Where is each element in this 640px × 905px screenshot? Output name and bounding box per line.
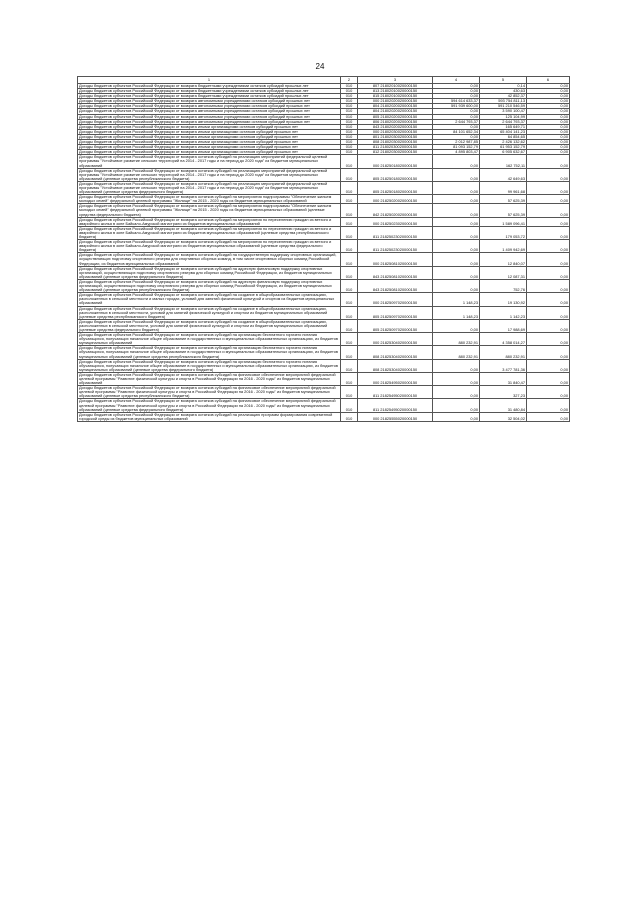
row-line-code: 010	[341, 412, 358, 421]
row-budget-code: 000 21825097020000150	[358, 293, 433, 306]
row-line-code: 010	[341, 140, 358, 145]
row-budget-code: 843 21825081020000150	[358, 279, 433, 292]
row-value-col4: 0,00	[433, 386, 480, 399]
row-value-col5: 1 409 942,69	[480, 240, 527, 253]
row-value-col6: 0,00	[527, 306, 570, 319]
row-value-col6: 0,00	[527, 253, 570, 266]
row-description: Доходы бюджетов субъектов Российской Федерации от возврата остатков субсидий на финансовое обеспечение мероприятий федеральной целевой программы "Развитие физической культуры и спорта в Российской Федерации на 2016 - 2020 годы" из бюджетов муниципальных образований	[78, 372, 341, 385]
row-value-col4: 0,00	[433, 372, 480, 385]
row-budget-code: 813 21802010020000150	[358, 89, 433, 94]
row-budget-code: 843 21802020020000150	[358, 124, 433, 129]
row-budget-code: 804 21802020020000150	[358, 104, 433, 109]
table-row	[78, 168, 570, 181]
row-budget-code: 000 21825081020000150	[358, 253, 433, 266]
row-value-col4: 0,00	[433, 266, 480, 279]
row-value-col5: 880 232,91	[480, 346, 527, 359]
row-description: Доходы бюджетов субъектов Российской Федерации от возврата остатков субсидий на мероприятия по переселению граждан из ветхого и аварийного жилья в зоне Байкало-Амурской магистрали из бюджетов муниципальных образований (целевые средства федерального бюджета)	[78, 240, 341, 253]
row-description: Доходы бюджетов субъектов Российской Федерации от возврата бюджетными учреждениями остатков субсидий прошлых лет	[78, 89, 341, 94]
row-value-col5: 179 053,72	[480, 226, 527, 239]
row-value-col6: 0,00	[527, 145, 570, 150]
row-description: Доходы бюджетов субъектов Российской Федерации от возврата иными организациями остатков субсидий прошлых лет	[78, 129, 341, 134]
table-header-row	[78, 77, 570, 84]
row-description: Доходы бюджетов субъектов Российской Федерации от возврата автономными учреждениями остатков субсидий прошлых лет	[78, 109, 341, 114]
row-description: Доходы бюджетов субъектов Российской Федерации от возврата иными организациями остатков субсидий прошлых лет	[78, 150, 341, 155]
row-budget-code: 804 21802020020000150	[358, 109, 433, 114]
row-line-code: 010	[341, 195, 358, 204]
row-value-col6: 0,00	[527, 181, 570, 194]
row-description: Доходы бюджетов субъектов Российской Федерации от возврата остатков субсидий на создание в общеобразовательных организациях, расположенных в сельской местности и малых городах, условий для занятий физической культурой и спортом из бюджетов муниципальных образований	[78, 293, 341, 306]
row-budget-code: 815 21802010020000150	[358, 94, 433, 99]
row-value-col5: 591 210 546,59	[480, 104, 527, 109]
table-row	[78, 346, 570, 359]
row-line-code: 010	[341, 346, 358, 359]
row-description: Доходы бюджетов субъектов Российской Федерации от возврата иными организациями остатков субсидий прошлых лет	[78, 140, 341, 145]
row-budget-code: 805 21802020020000150	[358, 114, 433, 119]
row-budget-code: 811 21802030020000150	[358, 145, 433, 150]
page-number: 24	[315, 62, 325, 71]
row-description: Доходы бюджетов субъектов Российской Федерации от возврата автономными учреждениями остатков субсидий прошлых лет	[78, 104, 341, 109]
row-line-code: 010	[341, 226, 358, 239]
row-line-code: 010	[341, 124, 358, 129]
row-line-code: 010	[341, 129, 358, 134]
row-line-code: 010	[341, 84, 358, 89]
row-value-col6: 0,00	[527, 293, 570, 306]
row-budget-code: 000 21825023020000150	[358, 217, 433, 226]
row-budget-code: 805 21825097020000150	[358, 306, 433, 319]
row-line-code: 010	[341, 279, 358, 292]
row-description: Доходы бюджетов субъектов Российской Федерации от возврата автономными учреждениями остатков субсидий прошлых лет	[78, 114, 341, 119]
row-value-col5: 61 953 152,79	[480, 145, 527, 150]
row-value-col5: 57 625,39	[480, 204, 527, 217]
row-budget-code: 805 21825018020000150	[358, 168, 433, 181]
row-value-col6: 0,00	[527, 319, 570, 332]
row-value-col4: 0,00	[433, 89, 480, 94]
row-value-col5: 327,23	[480, 386, 527, 399]
row-line-code: 010	[341, 109, 358, 114]
table-row	[78, 306, 570, 319]
row-description: Доходы бюджетов субъектов Российской Федерации от возврата остатков субсидий на мероприятия подпрограммы "Обеспечение жильем молодых семей" федеральной целевой программы "Жилище" на 2015 - 2020 годы из бюджетов муниципальных образований	[78, 195, 341, 204]
row-description: Доходы бюджетов субъектов Российской Федерации от возврата остатков субсидий на адресную финансовую поддержку спортивных организаций, осуществляющих подготовку спортивного резерва для сборных команд Российской Федерации, из бюджетов муниципальных образований (целевые средства федерального бюджета)	[78, 266, 341, 279]
row-value-col5: 1 142,23	[480, 306, 527, 319]
row-value-col4: 0,00	[433, 412, 480, 421]
row-budget-code: 811 21825495020000150	[358, 399, 433, 412]
column-header: 3	[358, 77, 433, 84]
row-value-col4: 2 012 987,85	[433, 140, 480, 145]
row-budget-code: 808 21802030020000150	[358, 140, 433, 145]
row-line-code: 010	[341, 240, 358, 253]
row-value-col6: 0,00	[527, 240, 570, 253]
row-description: Доходы бюджетов субъектов Российской Федерации от возврата остатков субсидий на мероприятия по переселению граждан из ветхого и аварийного жилья в зоне Байкало-Амурской магистрали из бюджетов муниципальных образований (целевые средства республиканского бюджета)	[78, 226, 341, 239]
row-line-code: 010	[341, 266, 358, 279]
budget-revenue-table	[77, 76, 570, 422]
row-description: Доходы бюджетов субъектов Российской Федерации от возврата автономными учреждениями остатков субсидий прошлых лет	[78, 119, 341, 124]
row-value-col4: 0,00	[433, 240, 480, 253]
row-budget-code: 000 21802020020000150	[358, 99, 433, 104]
row-description: Доходы бюджетов субъектов Российской Федерации от возврата остатков субсидий на организацию бесплатного горячего питания обучающихся, получающих начальное общее образование в государственных и муниципальных образовательных организациях, из бюджетов муниципальных образований (целевые средства республиканского бюджета)	[78, 346, 341, 359]
row-value-col5: 4 358 014,27	[480, 333, 527, 346]
row-value-col5: 64 854,65	[480, 134, 527, 139]
row-description: Доходы бюджетов субъектов Российской Федерации от возврата иными организациями остатков субсидий прошлых лет	[78, 145, 341, 150]
row-value-col5: 57 625,39	[480, 195, 527, 204]
row-value-col5: 430,63	[480, 89, 527, 94]
table-row	[78, 319, 570, 332]
table-row	[78, 204, 570, 217]
row-value-col4: 0,00	[433, 109, 480, 114]
row-line-code: 010	[341, 150, 358, 155]
row-line-code: 010	[341, 399, 358, 412]
row-value-col6: 0,00	[527, 266, 570, 279]
row-value-col4: 591 939 600,00	[433, 104, 480, 109]
row-line-code: 010	[341, 134, 358, 139]
row-value-col4: 0,00	[433, 114, 480, 119]
row-value-col6: 0,00	[527, 129, 570, 134]
row-value-col5: 2 426 132,62	[480, 140, 527, 145]
row-line-code: 010	[341, 253, 358, 266]
table-row	[78, 359, 570, 372]
row-value-col5: 165 649,71	[480, 124, 527, 129]
row-value-col5: 42 649,63	[480, 168, 527, 181]
row-budget-code: 807 21802010020000150	[358, 84, 433, 89]
row-description: Доходы бюджетов субъектов Российской Федерации от возврата остатков субсидий на финансовое обеспечение мероприятий федеральной целевой программы "Развитие физической культуры и спорта в Российской Федерации на 2016 - 2020 годы" из бюджетов муниципальных образований (целевые средства республиканского бюджета)	[78, 386, 341, 399]
table-row	[78, 226, 570, 239]
row-value-col6: 0,00	[527, 155, 570, 168]
row-value-col6: 0,00	[527, 134, 570, 139]
row-line-code: 010	[341, 306, 358, 319]
row-budget-code: 811 21825495020000150	[358, 386, 433, 399]
row-budget-code: 808 21825304020000150	[358, 359, 433, 372]
row-budget-code: 808 21825304020000150	[358, 346, 433, 359]
row-value-col4: 0,00	[433, 279, 480, 292]
row-line-code: 010	[341, 217, 358, 226]
row-budget-code: 811 21825023020000150	[358, 240, 433, 253]
row-budget-code: 812 21802030020000150	[358, 150, 433, 155]
row-line-code: 010	[341, 333, 358, 346]
row-value-col4: 1 148,23	[433, 293, 480, 306]
row-value-col5: 162 752,11	[480, 155, 527, 168]
row-value-col4: 0,00	[433, 319, 480, 332]
row-value-col5: 2 644 793,37	[480, 119, 527, 124]
row-description: Доходы бюджетов субъектов Российской Федерации от возврата иными организациями остатков субсидий прошлых лет	[78, 134, 341, 139]
row-description: Доходы бюджетов субъектов Российской Федерации от возврата иными организациями остатков субсидий прошлых лет	[78, 124, 341, 129]
row-value-col6: 0,00	[527, 89, 570, 94]
row-description: Доходы бюджетов субъектов Российской Федерации от возврата остатков субсидий на финансовое обеспечение мероприятий федеральной целевой программы "Развитие физической культуры и спорта в Российской Федерации на 2016 - 2020 годы" из бюджетов муниципальных образований (целевые средства федерального бюджета)	[78, 399, 341, 412]
row-description: Доходы бюджетов субъектов Российской Федерации от возврата автономными учреждениями остатков субсидий прошлых лет	[78, 99, 341, 104]
row-line-code: 010	[341, 359, 358, 372]
row-value-col5: 12 840,07	[480, 253, 527, 266]
row-value-col4: 0,00	[433, 84, 480, 89]
row-value-col4: 84 101 652,34	[433, 129, 480, 134]
row-budget-code: 000 21825018020000150	[358, 155, 433, 168]
row-description: Доходы бюджетов субъектов Российской Федерации от возврата бюджетными учреждениями остатков субсидий прошлых лет	[78, 84, 341, 89]
row-description: Доходы бюджетов субъектов Российской Федерации от возврата остатков субсидий на реализацию мероприятий федеральной целевой программы "Устойчивое развитие сельских территорий на 2014 - 2017 годы и на период до 2020 года" из бюджетов муниципальных образований (целевые средства республиканского бюджета)	[78, 168, 341, 181]
row-value-col4: 0,00	[433, 181, 480, 194]
row-value-col5: 31 840,47	[480, 372, 527, 385]
row-line-code: 010	[341, 168, 358, 181]
row-value-col4: 0,00	[433, 168, 480, 181]
row-value-col6: 0,00	[527, 94, 570, 99]
row-line-code: 010	[341, 319, 358, 332]
row-value-col5: 6 905 632,67	[480, 150, 527, 155]
row-value-col4: 0,00	[433, 253, 480, 266]
row-value-col6: 0,00	[527, 359, 570, 372]
row-value-col4: 0,00	[433, 217, 480, 226]
row-description: Доходы бюджетов субъектов Российской Федерации от возврата остатков субсидий на создание в общеобразовательных организациях, расположенных в сельской местности, условий для занятий физической культурой и спортом из бюджетов муниципальных образований (целевые средства федерального бюджета)	[78, 319, 341, 332]
row-budget-code: 000 21825555020000150	[358, 412, 433, 421]
row-budget-code: 000 21825495020000150	[358, 372, 433, 385]
row-value-col6: 0,00	[527, 119, 570, 124]
row-budget-code: 000 21802030020000150	[358, 129, 433, 134]
row-description: Доходы бюджетов субъектов Российской Федерации от возврата бюджетными учреждениями остатков субсидий прошлых лет	[78, 94, 341, 99]
row-budget-code: 805 21825018020000150	[358, 181, 433, 194]
row-value-col4: 880 232,91	[433, 346, 480, 359]
row-value-col5: 3 477 781,36	[480, 359, 527, 372]
table-row	[78, 155, 570, 168]
row-value-col5: 752,76	[480, 279, 527, 292]
row-line-code: 010	[341, 293, 358, 306]
row-value-col4: 2 644 793,37	[433, 119, 480, 124]
row-description: Доходы бюджетов субъектов Российской Федерации от возврата остатков субсидий на мероприятия подпрограммы "Обеспечение жильем молодых семей" федеральной целевой программы "Жилище" на 2015 - 2020 годы из бюджетов муниципальных образований (целевые средства федерального бюджета)	[78, 204, 341, 217]
table-row	[78, 266, 570, 279]
row-value-col6: 0,00	[527, 346, 570, 359]
table-row	[78, 240, 570, 253]
row-line-code: 010	[341, 372, 358, 385]
row-value-col4: 0,00	[433, 124, 480, 129]
row-value-col5: 99 961,68	[480, 181, 527, 194]
row-value-col4: 0,00	[433, 155, 480, 168]
row-description: Доходы бюджетов субъектов Российской Федерации от возврата остатков субсидий на создание в общеобразовательных организациях, расположенных в сельской местности, условий для занятий физической культурой и спортом из бюджетов муниципальных образований (целевые средства республиканского бюджета)	[78, 306, 341, 319]
table-body	[78, 84, 570, 422]
row-budget-code: 811 21825023020000150	[358, 226, 433, 239]
row-budget-code: 843 21825081020000150	[358, 266, 433, 279]
row-description: Доходы бюджетов субъектов Российской Федерации от возврата остатков субсидий на государственную поддержку спортивных организаций, осуществляющих подготовку спортивного резерва для спортивных сборных команд, в том числе спортивных сборных команд Российской Федерации, из бюджетов муниципальных образований	[78, 253, 341, 266]
row-value-col4: 0,00	[433, 204, 480, 217]
row-description: Доходы бюджетов субъектов Российской Федерации от возврата остатков субсидий на реализацию программ формирования современной городской среды из бюджетов муниципальных образований	[78, 412, 341, 421]
row-budget-code: 842 21825020020000150	[358, 204, 433, 217]
row-value-col4: 0,00	[433, 359, 480, 372]
table-row	[78, 372, 570, 385]
row-budget-code: 000 21825304020000150	[358, 333, 433, 346]
row-description: Доходы бюджетов субъектов Российской Федерации от возврата остатков субсидий на организацию бесплатного горячего питания обучающихся, получающих начальное общее образование в государственных и муниципальных образовательных организациях, из бюджетов муниципальных образований (целевые средства федерального бюджета)	[78, 359, 341, 372]
row-value-col4: 880 232,91	[433, 333, 480, 346]
row-budget-code: 806 21802020020000150	[358, 119, 433, 124]
row-value-col4: 594 614 633,37	[433, 99, 480, 104]
row-value-col6: 0,00	[527, 150, 570, 155]
row-budget-code: 801 21802030020000150	[358, 134, 433, 139]
column-header: 1	[78, 77, 341, 84]
table-row	[78, 386, 570, 399]
row-value-col6: 0,00	[527, 204, 570, 217]
table-row	[78, 399, 570, 412]
table-row	[78, 195, 570, 204]
row-description: Доходы бюджетов субъектов Российской Федерации от возврата остатков субсидий на реализацию мероприятий федеральной целевой программы "Устойчивое развитие сельских территорий на 2014 - 2017 годы и на период до 2020 года" из бюджетов муниципальных образований	[78, 155, 341, 168]
row-value-col6: 0,00	[527, 84, 570, 89]
row-value-col4: 0,00	[433, 195, 480, 204]
row-value-col5: 17 988,69	[480, 319, 527, 332]
row-value-col6: 0,00	[527, 109, 570, 114]
row-line-code: 010	[341, 89, 358, 94]
row-line-code: 010	[341, 155, 358, 168]
row-value-col6: 0,00	[527, 217, 570, 226]
row-value-col4: 0,00	[433, 399, 480, 412]
row-value-col6: 0,00	[527, 114, 570, 119]
row-value-col4: 4 895 803,47	[433, 150, 480, 155]
row-value-col5: 32 504,02	[480, 412, 527, 421]
row-value-col4: 0,00	[433, 94, 480, 99]
row-value-col6: 0,00	[527, 195, 570, 204]
row-value-col5: 0,14	[480, 84, 527, 89]
row-value-col5: 3 590 100,47	[480, 109, 527, 114]
row-value-col6: 0,00	[527, 399, 570, 412]
row-value-col6: 0,00	[527, 226, 570, 239]
column-header: 4	[433, 77, 480, 84]
row-value-col5: 125 104,99	[480, 114, 527, 119]
row-line-code: 010	[341, 204, 358, 217]
table-row	[78, 412, 570, 421]
row-line-code: 010	[341, 181, 358, 194]
table-row	[78, 181, 570, 194]
row-value-col4: 0,00	[433, 226, 480, 239]
row-value-col6: 0,00	[527, 124, 570, 129]
column-header: 2	[341, 77, 358, 84]
row-value-col6: 0,00	[527, 168, 570, 181]
table-row	[78, 279, 570, 292]
row-value-col5: 19 130,92	[480, 293, 527, 306]
row-line-code: 010	[341, 104, 358, 109]
row-value-col6: 0,00	[527, 104, 570, 109]
row-value-col4: 81 093 152,79	[433, 145, 480, 150]
row-budget-code: 805 21825097020000150	[358, 319, 433, 332]
row-value-col5: 42 852,37	[480, 94, 527, 99]
row-line-code: 010	[341, 119, 358, 124]
row-value-col6: 0,00	[527, 99, 570, 104]
table-row	[78, 293, 570, 306]
table-row	[78, 333, 570, 346]
row-value-col5: 31 480,84	[480, 399, 527, 412]
row-description: Доходы бюджетов субъектов Российской Федерации от возврата остатков субсидий на адресную финансовую поддержку спортивных организаций, осуществляющих подготовку спортивного резерва для сборных команд Российской Федерации, из бюджетов муниципальных образований (целевые средства республиканского бюджета)	[78, 279, 341, 292]
column-header: 6	[527, 77, 570, 84]
row-value-col5: 593 754 811,13	[480, 99, 527, 104]
row-value-col6: 0,00	[527, 279, 570, 292]
row-value-col5: 1 589 096,41	[480, 217, 527, 226]
row-value-col6: 0,00	[527, 140, 570, 145]
row-line-code: 010	[341, 145, 358, 150]
row-value-col6: 0,00	[527, 372, 570, 385]
row-description: Доходы бюджетов субъектов Российской Федерации от возврата остатков субсидий на организацию бесплатного горячего питания обучающихся, получающих начальное общее образование в государственных и муниципальных образовательных организациях, из бюджетов муниципальных образований	[78, 333, 341, 346]
row-line-code: 010	[341, 386, 358, 399]
table-row	[78, 217, 570, 226]
row-value-col6: 0,00	[527, 412, 570, 421]
row-line-code: 010	[341, 94, 358, 99]
row-value-col4: 0,00	[433, 134, 480, 139]
row-value-col6: 0,00	[527, 333, 570, 346]
row-value-col6: 0,00	[527, 386, 570, 399]
row-value-col4: 1 148,23	[433, 306, 480, 319]
row-description: Доходы бюджетов субъектов Российской Федерации от возврата остатков субсидий на мероприятия по переселению граждан из ветхого и аварийного жилья в зоне Байкало-Амурской магистрали из бюджетов муниципальных образований	[78, 217, 341, 226]
table-row	[78, 253, 570, 266]
row-line-code: 010	[341, 114, 358, 119]
row-value-col5: 12 087,31	[480, 266, 527, 279]
row-value-col5: 65 404 141,23	[480, 129, 527, 134]
column-header: 5	[480, 77, 527, 84]
row-line-code: 010	[341, 99, 358, 104]
row-budget-code: 000 21825020020000150	[358, 195, 433, 204]
row-description: Доходы бюджетов субъектов Российской Федерации от возврата остатков субсидий на реализацию мероприятий федеральной целевой программы "Устойчивое развитие сельских территорий на 2014 - 2017 годы и на период до 2020 года" из бюджетов муниципальных образований (целевые средства федерального бюджета)	[78, 181, 341, 194]
